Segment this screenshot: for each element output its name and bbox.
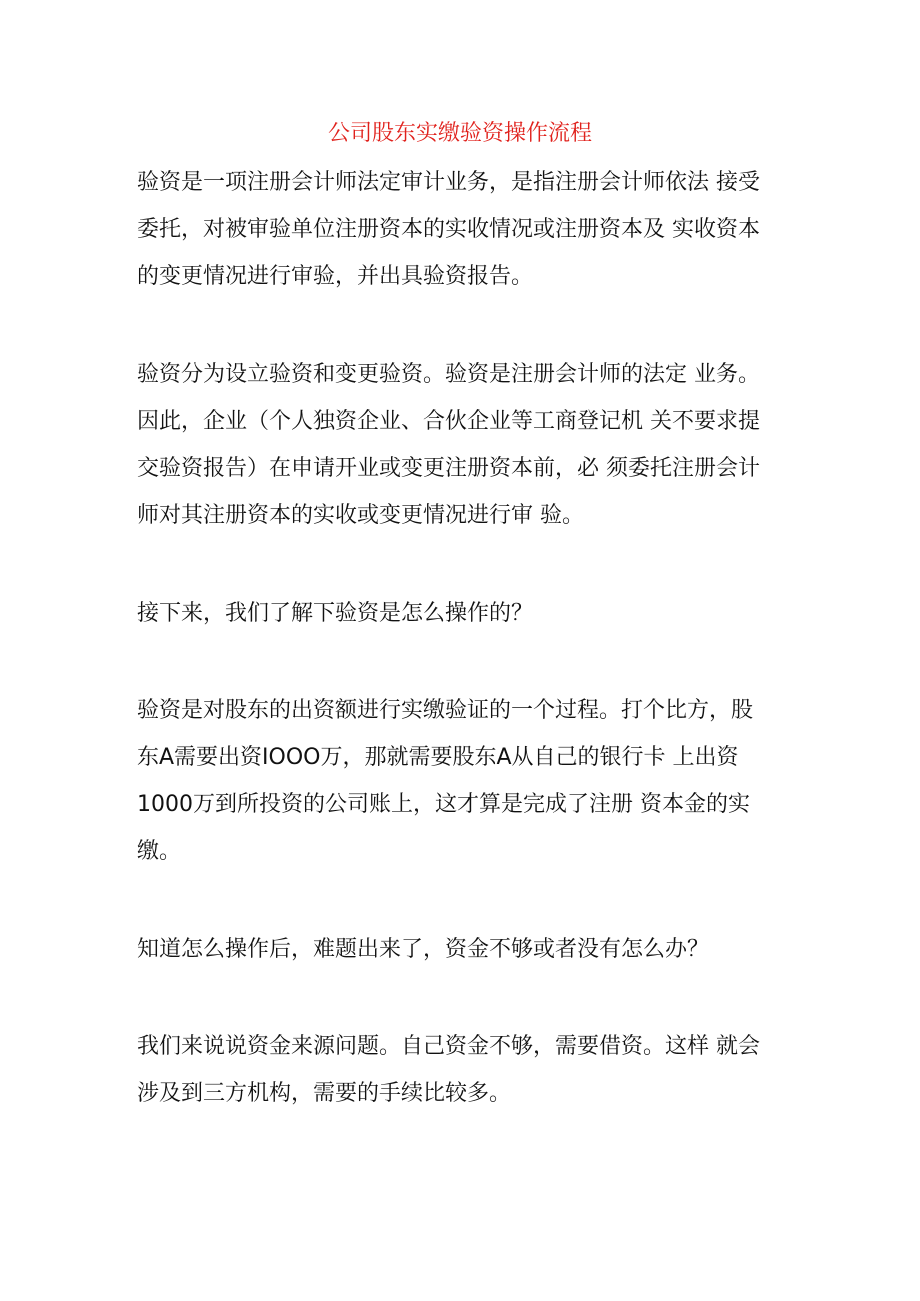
paragraph-6-line-2: 涉及到三方机构，需要的手续比较多。 <box>137 1081 512 1106</box>
paragraph-4-line-4: 缴。 <box>137 839 182 864</box>
paragraph-2-line-3: 交验资报告）在申请开业或变更注册资本前，必 须委托注册会计 <box>137 456 760 481</box>
paragraph-1-line-2: 委托，对被审验单位注册资本的实收情况或注册资本及 实收资本 <box>137 217 760 242</box>
document-title: 公司股东实缴验资操作流程 <box>327 121 592 146</box>
paragraph-4-line-2: 东A需要出资IOOO万，那就需要股东A从自己的银行卡 上出资 <box>137 745 739 770</box>
paragraph-4-line-1: 验资是对股东的出资额进行实缴验证的一个过程。打个比方，股 <box>137 698 754 723</box>
paragraph-2-line-4: 师对其注册资本的实收或变更情况进行审 验。 <box>137 503 584 528</box>
paragraph-3-line-1: 接下来，我们了解下验资是怎么操作的？ <box>137 601 534 626</box>
paragraph-6-line-1: 我们来说说资金来源问题。自己资金不够，需要借资。这样 就会 <box>137 1034 760 1059</box>
paragraph-4-line-3: 1000万到所投资的公司账上，这才算是完成了注册 资本金的实 <box>137 792 750 817</box>
paragraph-1-line-3: 的变更情况进行审验，并出具验资报告。 <box>137 264 534 289</box>
paragraph-5-line-1: 知道怎么操作后，难题出来了，资金不够或者没有怎么办？ <box>137 937 710 962</box>
paragraph-2-line-1: 验资分为设立验资和变更验资。验资是注册会计师的法定 业务。 <box>137 362 760 387</box>
paragraph-2-line-2: 因此，企业（个人独资企业、合伙企业等工商登记机 关不要求提 <box>137 409 760 434</box>
paragraph-1-line-1: 验资是一项注册会计师法定审计业务，是指注册会计师依法 接受 <box>137 170 760 195</box>
